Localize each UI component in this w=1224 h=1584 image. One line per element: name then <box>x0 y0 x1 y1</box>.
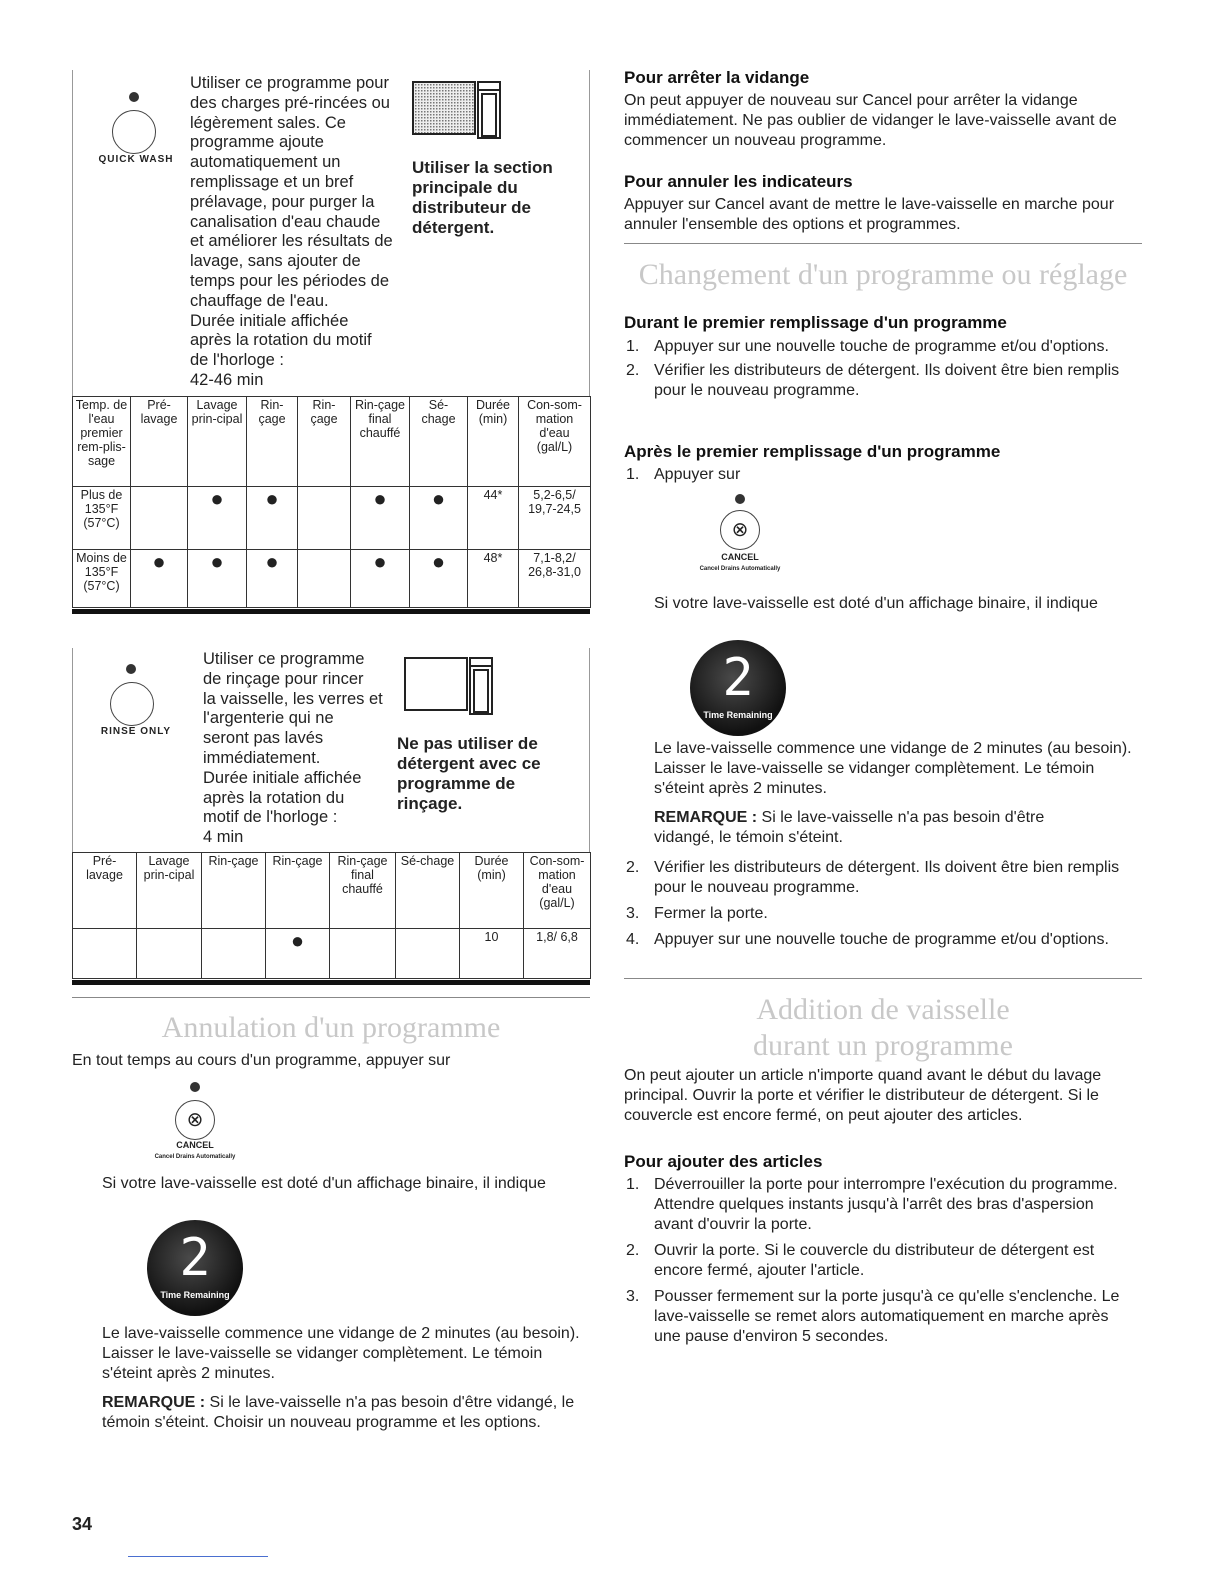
program-button-icon <box>110 682 154 726</box>
header-cell: Durée (min) <box>460 853 524 929</box>
page-number: 34 <box>72 1514 93 1534</box>
stop-drain-title: Pour arrêter la vidange <box>624 68 810 87</box>
quick-wash-left-border <box>72 70 73 396</box>
cancel-button-icon <box>150 1078 240 1168</box>
program-button-icon <box>112 110 156 154</box>
temp-cell: Plus de 135°F (57°C) <box>73 487 131 550</box>
rinse-only-note: Ne pas utiliser de détergent avec ce programme de rinçage. <box>397 734 541 813</box>
consumption-cell: 7,1-8,2/ 26,8-31,0 <box>519 550 591 608</box>
quick-wash-right-border <box>589 70 590 396</box>
quick-wash-table <box>72 396 591 608</box>
during-title: Durant le premier remplissage d'un programme <box>624 313 1007 332</box>
dot-cell: ● <box>247 487 298 550</box>
add-steps <box>624 1175 1124 1347</box>
stop-drain-text: On peut appuyer de nouveau sur Cancel pour arrêter la vidange immédiatement. Ne pas oublier de vidanger le lave-vaisselle avant de commencer un nouveau programme. <box>624 92 1117 149</box>
rinse-right-border <box>589 648 590 852</box>
table-row <box>73 550 591 608</box>
time-remaining-display <box>147 1220 243 1316</box>
dot-cell <box>396 929 460 979</box>
indicator-dot <box>129 92 139 102</box>
header-cell: Rin-çage <box>247 397 298 487</box>
dot-cell: ● <box>351 487 410 550</box>
header-cell: Pré-lavage <box>73 853 137 929</box>
rinse-left-border <box>72 648 73 852</box>
rinse-only-icon <box>96 664 176 754</box>
cancel-label: CANCEL <box>176 1140 214 1150</box>
table-row <box>73 929 591 979</box>
section-rule <box>72 609 590 614</box>
cancel-intro: En tout temps au cours d'un programme, appuyer sur <box>72 1052 451 1069</box>
cancel-x-icon: ⊗ <box>720 510 760 550</box>
header-cell: Rin-çage final chauffé <box>330 853 396 929</box>
indicator-dot <box>190 1082 200 1092</box>
dot-cell: ● <box>131 550 188 608</box>
dot-cell: ● <box>351 550 410 608</box>
after-remark: REMARQUE : Si le lave-vaisselle n'a pas besoin d'être vidangé, le témoin s'éteint. <box>654 809 1045 846</box>
dot-cell: ● <box>266 929 330 979</box>
add-text: On peut ajouter un article n'importe quand avant le début du lavage principal. Ouvrir la porte et vérifier le distributeur de détergent. Si le couvercle est encore fermé, on peut ajouter des articles. <box>624 1067 1102 1124</box>
cancel-binary-text: Si votre lave-vaisselle est doté d'un affichage binaire, il indique <box>102 1175 546 1192</box>
list-item: 3. Fermer la porte. <box>626 905 768 922</box>
display-digit: 2 <box>722 648 754 708</box>
cancel-sub-label: Cancel Drains Automatically <box>699 566 781 572</box>
duration-cell: 10 <box>460 929 524 979</box>
dot-cell <box>73 929 137 979</box>
consumption-cell: 5,2-6,5/ 19,7-24,5 <box>519 487 591 550</box>
cancel-x-icon: ⊗ <box>175 1100 215 1140</box>
dot-cell: ● <box>188 550 247 608</box>
header-cell: Con-som-mation d'eau (gal/L) <box>519 397 591 487</box>
cancel-remark: REMARQUE : Si le lave-vaisselle n'a pas besoin d'être vidangé, le témoin s'éteint. Choisir un nouveau programme et les options. <box>102 1394 575 1431</box>
cancel-drain-text: Le lave-vaisselle commence une vidange de 2 minutes (au besoin). Laisser le lave-vaisselle se vidanger complètement. Le témoin s'éteint après 2 minutes. <box>102 1325 580 1382</box>
header-cell: Sé-chage <box>410 397 468 487</box>
footer-link-line <box>128 1556 268 1557</box>
after-step-1 <box>624 465 1124 485</box>
add-items-title: Pour ajouter des articles <box>624 1152 823 1171</box>
dot-cell <box>137 929 202 979</box>
time-remaining-display <box>690 640 786 736</box>
dot-cell: ● <box>247 550 298 608</box>
rinse-only-table <box>72 852 591 979</box>
table-header-row <box>73 397 591 487</box>
dot-cell <box>298 550 351 608</box>
header-cell: Rin-çage final chauffé <box>351 397 410 487</box>
dot-cell <box>330 929 396 979</box>
duration-cell: 44* <box>468 487 519 550</box>
list-item: 1. Déverrouiller la porte pour interrompre l'exécution du programme. Attendre quelques instants jusqu'à l'arrêt des bras d'aspersion avant d'ouvrir la porte. <box>626 1176 1118 1233</box>
header-cell: Pré-lavage <box>131 397 188 487</box>
quick-wash-note: Utiliser la section principale du distributeur de détergent. <box>412 158 553 237</box>
header-cell: Rin-çage <box>298 397 351 487</box>
change-section-title: Changement d'un programme ou réglage <box>638 258 1128 291</box>
after-title: Après le premier remplissage d'un programme <box>624 442 1001 461</box>
header-cell: Rin-çage <box>266 853 330 929</box>
table-header-row <box>73 853 591 929</box>
section-divider <box>72 997 590 998</box>
header-cell: Lavage prin-cipal <box>188 397 247 487</box>
cancel-sub-label: Cancel Drains Automatically <box>154 1154 236 1160</box>
cancel-indicators-title: Pour annuler les indicateurs <box>624 172 853 191</box>
detergent-dispenser-icon <box>412 78 504 140</box>
header-cell: Temp. de l'eau premier rem-plis-sage <box>73 397 131 487</box>
list-item: 3. Pousser fermement sur la porte jusqu'à ce qu'elle s'enclenche. Le lave-vaisselle se remet alors automatiquement en marche après une pause d'environ 5 secondes. <box>626 1288 1120 1345</box>
display-label: Time Remaining <box>703 710 773 720</box>
section-divider <box>624 243 1142 244</box>
consumption-cell: 1,8/ 6,8 <box>524 929 591 979</box>
indicator-dot <box>126 664 136 674</box>
header-cell: Con-som-mation d'eau (gal/L) <box>524 853 591 929</box>
header-cell: Lavage prin-cipal <box>137 853 202 929</box>
dot-cell: ● <box>410 487 468 550</box>
header-cell: Sé-chage <box>396 853 460 929</box>
quick-wash-description: Utiliser ce programme pour des charges pré-rincées ou légèrement sales. Ce programme ajoute automatiquement un remplissage et un bref prélavage, pour purger la canalisation d'eau chaude et améliorer les résultats de lavage, sans ajouter de temps pour les périodes de chauffage de l'eau. Durée initiale affichée après la rotation du motif de l'horloge : 42-46 min <box>190 74 393 389</box>
quick-wash-label: QUICK WASH <box>98 154 174 165</box>
list-item: 1. Appuyer sur une nouvelle touche de programme et/ou d'options. <box>626 338 1109 355</box>
list-item: 1. Appuyer sur <box>626 466 741 483</box>
cancel-section-title: Annulation d'un programme <box>161 1011 501 1044</box>
cancel-button-icon <box>695 490 785 580</box>
add-section-title: Addition de vaisselle durant un programme <box>753 993 1013 1062</box>
cancel-label: CANCEL <box>721 552 759 562</box>
dot-cell <box>298 487 351 550</box>
empty-dispenser-icon <box>404 654 496 716</box>
header-cell: Rin-çage <box>202 853 266 929</box>
list-item: 2. Vérifier les distributeurs de détergent. Ils doivent être bien remplis pour le nouveau programme. <box>626 362 1120 399</box>
indicator-dot <box>735 494 745 504</box>
dot-cell: ● <box>410 550 468 608</box>
display-label: Time Remaining <box>160 1290 230 1300</box>
cancel-indicators-text: Appuyer sur Cancel avant de mettre le lave-vaisselle en marche pour annuler l'ensemble des options et programmes. <box>624 196 1115 233</box>
section-rule <box>72 980 590 985</box>
table-row <box>73 487 591 550</box>
rinse-only-description: Utiliser ce programme de rinçage pour rincer la vaisselle, les verres et l'argenterie qui ne seront pas lavés immédiatement. Durée initiale affichée après la rotation du motif de l'horloge : 4 min <box>203 650 383 847</box>
list-item: 4. Appuyer sur une nouvelle touche de programme et/ou d'options. <box>626 931 1109 948</box>
during-steps <box>624 337 1124 401</box>
display-digit: 2 <box>179 1228 211 1288</box>
dot-cell: ● <box>188 487 247 550</box>
section-divider <box>624 978 1142 979</box>
header-cell: Durée (min) <box>468 397 519 487</box>
duration-cell: 48* <box>468 550 519 608</box>
temp-cell: Moins de 135°F (57°C) <box>73 550 131 608</box>
after-binary-text: Si votre lave-vaisselle est doté d'un affichage binaire, il indique <box>654 595 1098 612</box>
quick-wash-icon <box>96 92 176 182</box>
list-item: 2. Ouvrir la porte. Si le couvercle du distributeur de détergent est encore fermé, ajouter l'article. <box>626 1242 1095 1279</box>
dot-cell <box>131 487 188 550</box>
dot-cell <box>202 929 266 979</box>
list-item: 2. Vérifier les distributeurs de détergent. Ils doivent être bien remplis pour le nouveau programme. <box>626 859 1120 896</box>
after-drain-text: Le lave-vaisselle commence une vidange de 2 minutes (au besoin). Laisser le lave-vaisselle se vidanger complètement. Le témoin s'éteint après 2 minutes. <box>654 740 1132 797</box>
rinse-only-label: RINSE ONLY <box>100 726 172 737</box>
after-steps <box>624 858 1124 950</box>
